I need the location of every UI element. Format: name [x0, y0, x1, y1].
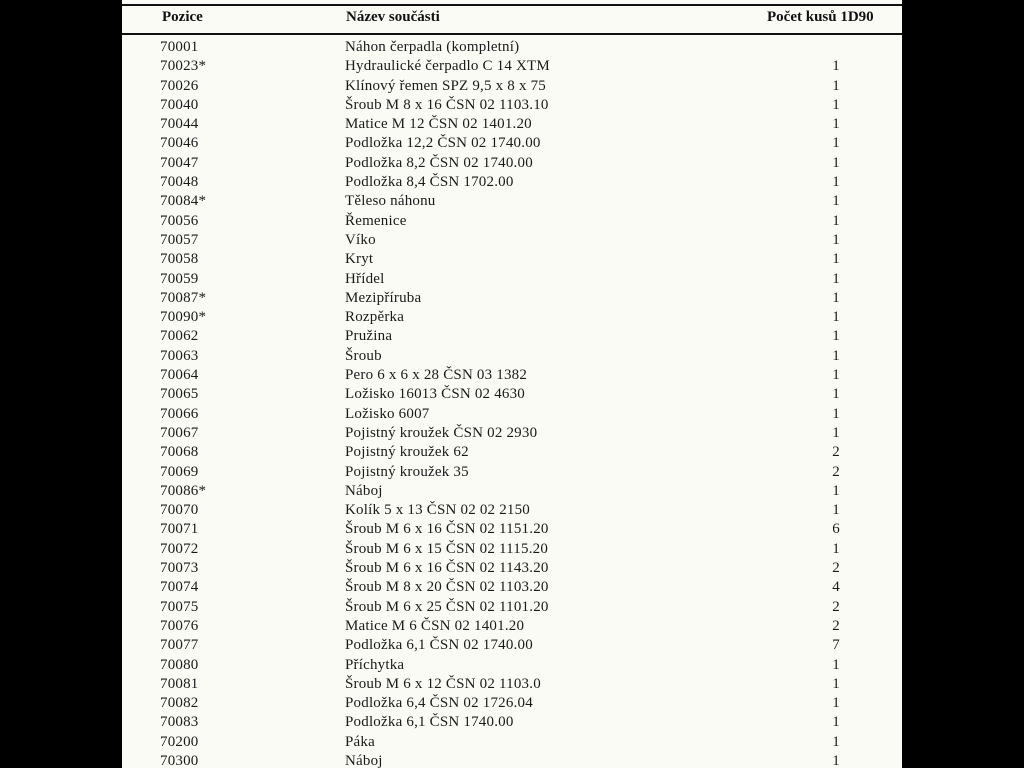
part-position: 70090*	[160, 309, 207, 326]
part-quantity: 1	[832, 289, 840, 306]
part-name: Náboj	[345, 482, 383, 499]
part-name: Rozpěrka	[345, 309, 405, 326]
part-position: 70086*	[160, 482, 207, 499]
part-name: Hydraulické čerpadlo C 14 XTM	[345, 58, 550, 75]
part-name: Podložka 6,1 ČSN 02 1740.00	[345, 637, 533, 654]
part-quantity: 1	[832, 675, 840, 692]
part-quantity: 1	[832, 405, 840, 422]
part-quantity: 1	[832, 733, 840, 750]
table-row	[122, 501, 902, 520]
part-name: Hřídel	[345, 270, 385, 287]
part-position: 70074	[160, 579, 199, 596]
part-position: 70070	[160, 502, 199, 519]
table-row	[122, 733, 902, 752]
part-name: Podložka 8,4 ČSN 1702.00	[345, 174, 514, 191]
part-name: Šroub M 6 x 16 ČSN 02 1143.20	[345, 560, 549, 577]
part-position: 70073	[160, 560, 199, 577]
part-quantity: 1	[832, 96, 840, 113]
part-name: Kryt	[345, 251, 374, 268]
part-quantity: 2	[832, 598, 840, 615]
part-position: 70046	[160, 135, 199, 152]
part-name: Kolík 5 x 13 ČSN 02 02 2150	[345, 502, 530, 519]
part-quantity: 7	[832, 637, 840, 654]
table-row	[122, 405, 902, 424]
part-name: Náboj	[345, 752, 383, 768]
part-quantity: 1	[832, 502, 840, 519]
part-name: Mezipříruba	[345, 289, 422, 306]
part-position: 70026	[160, 77, 199, 94]
table-row	[122, 482, 902, 501]
part-position: 70023*	[160, 58, 207, 75]
table-row	[122, 617, 902, 636]
part-quantity: 1	[832, 386, 840, 403]
table-row	[122, 289, 902, 308]
part-name: Klínový řemen SPZ 9,5 x 8 x 75	[345, 77, 546, 94]
part-position: 70081	[160, 675, 199, 692]
table-row	[122, 154, 902, 173]
part-position: 70067	[160, 424, 199, 441]
part-position: 70062	[160, 328, 199, 345]
part-quantity: 1	[832, 695, 840, 712]
part-position: 70084*	[160, 193, 207, 210]
part-name: Podložka 6,4 ČSN 02 1726.04	[345, 695, 533, 712]
part-name: Podložka 12,2 ČSN 02 1740.00	[345, 135, 541, 152]
part-quantity: 1	[832, 154, 840, 171]
part-position: 70069	[160, 463, 199, 480]
table-row	[122, 598, 902, 617]
table-row	[122, 192, 902, 211]
table-row	[122, 77, 902, 96]
table-row	[122, 694, 902, 713]
part-position: 70072	[160, 540, 199, 557]
part-quantity: 2	[832, 444, 840, 461]
part-name: Víko	[345, 231, 376, 248]
part-quantity: 1	[832, 77, 840, 94]
table-row	[122, 675, 902, 694]
part-position: 70071	[160, 521, 199, 538]
part-quantity: 6	[832, 521, 840, 538]
part-quantity: 1	[832, 212, 840, 229]
part-name: Ložisko 16013 ČSN 02 4630	[345, 386, 526, 403]
part-name: Pružina	[345, 328, 393, 345]
part-quantity: 1	[832, 656, 840, 673]
part-position: 70300	[160, 752, 199, 768]
part-quantity: 2	[832, 617, 840, 634]
part-quantity: 1	[832, 482, 840, 499]
part-position: 70040	[160, 96, 199, 113]
part-name: Řemenice	[345, 212, 407, 229]
table-row	[122, 424, 902, 443]
part-position: 70080	[160, 656, 199, 673]
table-row	[122, 540, 902, 559]
part-position: 70057	[160, 231, 199, 248]
part-position: 70063	[160, 347, 199, 364]
part-position: 70077	[160, 637, 199, 654]
part-quantity: 2	[832, 463, 840, 480]
table-row	[122, 270, 902, 289]
part-position: 70075	[160, 598, 199, 615]
part-position: 70047	[160, 154, 199, 171]
table-row	[122, 212, 902, 231]
header-rule	[122, 33, 902, 35]
part-position: 70083	[160, 714, 199, 731]
table-row	[122, 752, 902, 768]
part-quantity: 1	[832, 424, 840, 441]
part-position: 70068	[160, 444, 199, 461]
table-row	[122, 713, 902, 732]
table-row	[122, 636, 902, 655]
part-name: Šroub M 6 x 16 ČSN 02 1151.20	[345, 521, 549, 538]
part-quantity: 1	[832, 752, 840, 768]
header-position: Pozice	[162, 9, 203, 25]
table-row	[122, 173, 902, 192]
part-quantity: 2	[832, 560, 840, 577]
part-name: Šroub M 8 x 16 ČSN 02 1103.10	[345, 96, 549, 113]
part-position: 70001	[160, 39, 199, 55]
table-row	[122, 559, 902, 578]
part-quantity: 4	[832, 579, 840, 596]
part-name: Šroub M 6 x 12 ČSN 02 1103.0	[345, 675, 541, 692]
table-row	[122, 96, 902, 115]
table-row	[122, 308, 902, 327]
part-position: 70065	[160, 386, 199, 403]
part-position: 70048	[160, 174, 199, 191]
part-name: Šroub M 8 x 20 ČSN 02 1103.20	[345, 579, 549, 596]
part-quantity: 1	[832, 367, 840, 384]
table-row	[122, 385, 902, 404]
part-name: Pojistný kroužek 35	[345, 463, 469, 480]
table-row	[122, 578, 902, 597]
part-name: Šroub M 6 x 25 ČSN 02 1101.20	[345, 598, 549, 615]
part-name: Matice M 12 ČSN 02 1401.20	[345, 116, 532, 133]
part-position: 70044	[160, 116, 199, 133]
part-position: 70056	[160, 212, 199, 229]
part-quantity: 1	[832, 714, 840, 731]
part-quantity: 1	[832, 270, 840, 287]
part-quantity: 1	[832, 347, 840, 364]
table-row	[122, 134, 902, 153]
part-name: Páka	[345, 733, 375, 750]
part-name: Matice M 6 ČSN 02 1401.20	[345, 617, 525, 634]
table-row	[122, 38, 902, 57]
table-row	[122, 250, 902, 269]
part-name: Těleso náhonu	[345, 193, 436, 210]
part-position: 70082	[160, 695, 199, 712]
part-quantity: 1	[832, 174, 840, 191]
part-position: 70076	[160, 617, 199, 634]
part-position: 70059	[160, 270, 199, 287]
table-row	[122, 463, 902, 482]
table-row	[122, 443, 902, 462]
part-quantity: 1	[832, 328, 840, 345]
parts-table-body	[122, 38, 902, 768]
part-position: 70058	[160, 251, 199, 268]
top-rule	[122, 4, 902, 6]
part-name: Náhon čerpadla (kompletní)	[345, 39, 520, 55]
part-quantity: 1	[832, 135, 840, 152]
part-name: Pojistný kroužek ČSN 02 2930	[345, 424, 538, 441]
header-part-name: Název součásti	[346, 9, 440, 25]
table-row	[122, 115, 902, 134]
part-name: Šroub	[345, 347, 382, 364]
part-quantity: 1	[832, 58, 840, 75]
table-row	[122, 327, 902, 346]
part-name: Ložisko 6007	[345, 405, 430, 422]
part-quantity: 1	[832, 540, 840, 557]
table-row	[122, 656, 902, 675]
part-name: Podložka 6,1 ČSN 1740.00	[345, 714, 514, 731]
part-position: 70066	[160, 405, 199, 422]
table-row	[122, 366, 902, 385]
table-row	[122, 520, 902, 539]
table-row	[122, 231, 902, 250]
part-name: Příchytka	[345, 656, 405, 673]
table-row	[122, 57, 902, 76]
part-name: Podložka 8,2 ČSN 02 1740.00	[345, 154, 533, 171]
part-quantity: 1	[832, 251, 840, 268]
part-quantity: 1	[832, 231, 840, 248]
part-position: 70064	[160, 367, 199, 384]
part-name: Šroub M 6 x 15 ČSN 02 1115.20	[345, 540, 549, 557]
part-quantity: 1	[832, 309, 840, 326]
parts-list-page	[122, 0, 902, 768]
part-name: Pojistný kroužek 62	[345, 444, 469, 461]
part-position: 70087*	[160, 289, 207, 306]
part-position: 70200	[160, 733, 199, 750]
part-name: Pero 6 x 6 x 28 ČSN 03 1382	[345, 367, 528, 384]
part-quantity: 1	[832, 116, 840, 133]
header-quantity: Počet kusů 1D90	[767, 9, 874, 25]
table-row	[122, 347, 902, 366]
part-quantity: 1	[832, 193, 840, 210]
